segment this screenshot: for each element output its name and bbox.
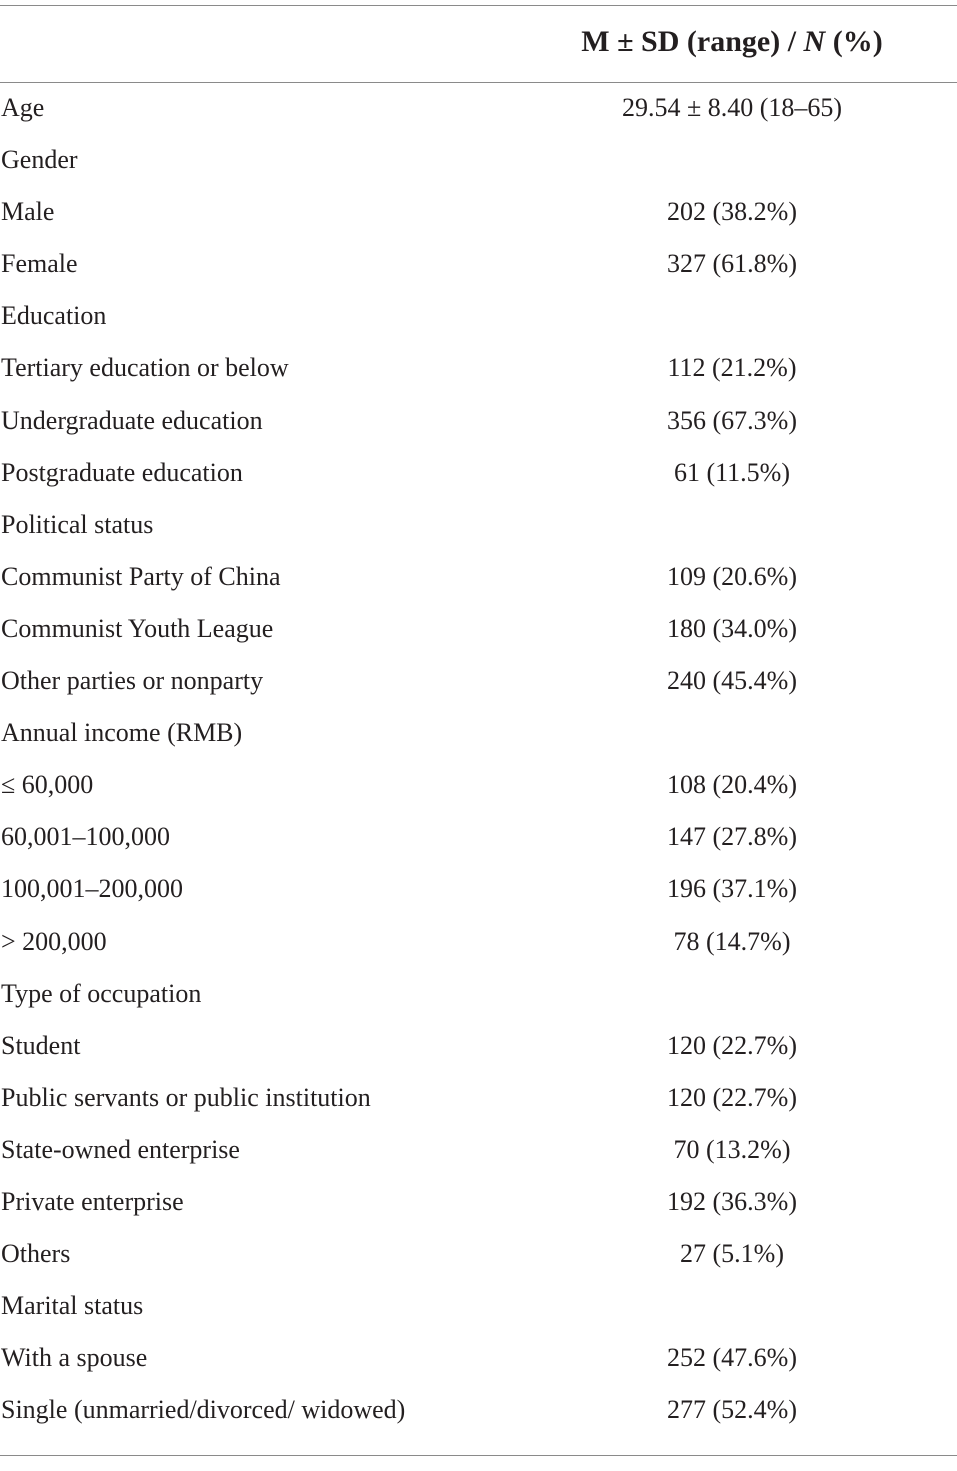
header-text-italic: N	[803, 25, 826, 58]
table-row	[0, 1072, 957, 1124]
row-label: Others	[1, 1239, 71, 1269]
row-value: 240 (45.4%)	[667, 666, 797, 696]
row-label: Public servants or public institution	[1, 1082, 371, 1112]
row-value: 356 (67.3%)	[667, 405, 797, 435]
table-row	[0, 551, 957, 603]
row-value: 120 (22.7%)	[667, 1082, 797, 1112]
row-label: Single (unmarried/divorced/ widowed)	[1, 1395, 406, 1425]
row-value: 27 (5.1%)	[680, 1239, 784, 1269]
row-value: 192 (36.3%)	[667, 1186, 797, 1216]
row-label: Postgraduate education	[1, 457, 243, 487]
row-value: 29.54 ± 8.40 (18–65)	[621, 93, 843, 122]
row-value: 61 (11.5%)	[673, 457, 790, 487]
table-row	[0, 968, 957, 1020]
row-label: Tertiary education or below	[1, 353, 289, 383]
row-value: 147 (27.8%)	[667, 822, 797, 852]
row-value: 109 (20.6%)	[667, 561, 797, 591]
table-row	[0, 342, 957, 394]
row-label: Annual income (RMB)	[1, 718, 243, 748]
table-row	[0, 82, 957, 134]
row-label: Marital status	[1, 1291, 144, 1321]
row-label: Gender	[1, 145, 78, 175]
table-body	[0, 82, 957, 1436]
row-label: Communist Youth League	[1, 613, 274, 643]
row-value: 120 (22.7%)	[667, 1030, 797, 1060]
header-text-part2: (%)	[825, 25, 883, 58]
row-label: Student	[1, 1030, 81, 1060]
table-row	[0, 1280, 957, 1332]
row-value: 202 (38.2%)	[667, 197, 797, 227]
row-label: ≤ 60,000	[1, 770, 94, 800]
table-row	[0, 655, 957, 707]
row-label: Communist Party of China	[1, 561, 281, 591]
row-value: 196 (37.1%)	[667, 874, 797, 904]
table-row	[0, 1124, 957, 1176]
row-value: 70 (13.2%)	[673, 1134, 791, 1164]
row-label: Political status	[1, 509, 154, 539]
row-value: 78 (14.7%)	[673, 926, 791, 956]
row-label: Type of occupation	[1, 978, 202, 1008]
row-label: Female	[1, 249, 78, 279]
table-row	[0, 186, 957, 238]
table-row	[0, 447, 957, 499]
row-label: Age	[1, 93, 45, 122]
row-label: 100,001–200,000	[1, 874, 183, 904]
table-row	[0, 811, 957, 863]
table-top-rule	[0, 5, 957, 6]
table-row	[0, 1020, 957, 1072]
table-row	[0, 916, 957, 968]
row-value: 112 (21.2%)	[667, 353, 797, 383]
table-row	[0, 863, 957, 915]
table-row	[0, 759, 957, 811]
row-value: 327 (61.8%)	[667, 249, 797, 279]
row-label: Private enterprise	[1, 1186, 184, 1216]
row-label: Male	[1, 197, 55, 227]
table-row	[0, 603, 957, 655]
row-label: 60,001–100,000	[1, 822, 170, 852]
table-row	[0, 395, 957, 447]
row-value: 180 (34.0%)	[667, 613, 797, 643]
row-label: Undergraduate education	[1, 405, 263, 435]
table-bottom-rule	[0, 1455, 957, 1456]
table-row	[0, 499, 957, 551]
row-label: > 200,000	[1, 926, 107, 956]
row-label: With a spouse	[1, 1343, 148, 1373]
row-label: Education	[1, 301, 107, 331]
row-label: State-owned enterprise	[1, 1134, 240, 1164]
table-row	[0, 1332, 957, 1384]
row-value: 108 (20.4%)	[667, 770, 797, 800]
column-header-statistics	[500, 18, 957, 66]
header-text-part1: M ± SD (range) /	[581, 25, 804, 58]
table-row	[0, 707, 957, 759]
table-row	[0, 1384, 957, 1436]
row-value: 277 (52.4%)	[667, 1395, 797, 1425]
table-row	[0, 1176, 957, 1228]
table-row	[0, 134, 957, 186]
table-row	[0, 238, 957, 290]
table-row	[0, 290, 957, 342]
row-value: 252 (47.6%)	[667, 1343, 797, 1373]
table-row	[0, 1228, 957, 1280]
row-label: Other parties or nonparty	[1, 666, 264, 696]
